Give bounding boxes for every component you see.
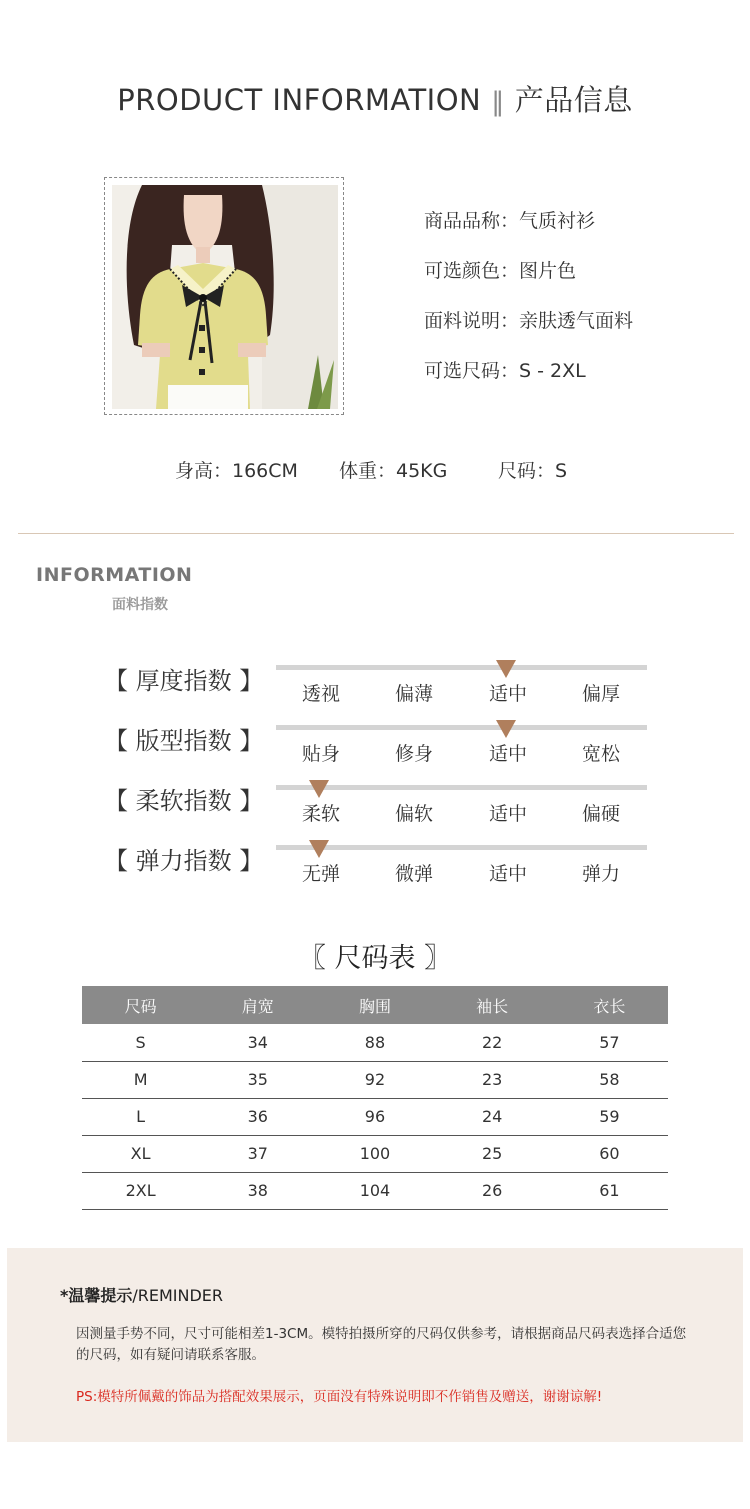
size-chart-header: 肩宽 — [199, 986, 316, 1024]
table-cell: 24 — [434, 1098, 551, 1135]
table-cell: 36 — [199, 1098, 316, 1135]
index-softness — [0, 781, 750, 841]
index-option: 适中 — [488, 863, 528, 885]
index-label: 【 弹力指数 】 — [104, 847, 264, 875]
model-height: 身高：166CM — [175, 460, 298, 482]
size-chart-header-row — [82, 986, 668, 1024]
table-cell: 26 — [434, 1172, 551, 1209]
table-cell: 57 — [551, 1024, 668, 1061]
index-label: 【 柔软指数 】 — [104, 787, 264, 815]
index-bar — [276, 845, 647, 850]
table-cell: 22 — [434, 1024, 551, 1061]
reminder-title — [60, 1283, 223, 1306]
title-en: PRODUCT INFORMATION — [117, 83, 482, 117]
table-row — [82, 1024, 668, 1061]
model-illustration — [112, 185, 338, 409]
information-subtitle: 面料指数 — [112, 597, 168, 613]
title-cn: 产品信息 — [514, 83, 633, 117]
size-chart-header: 衣长 — [551, 986, 668, 1024]
reminder-box — [7, 1248, 743, 1442]
model-weight: 体重：45KG — [339, 460, 448, 482]
table-cell: 38 — [199, 1172, 316, 1209]
information-title: INFORMATION — [36, 564, 193, 586]
size-chart-table — [82, 986, 668, 1210]
table-cell: L — [82, 1098, 199, 1135]
size-chart-title: 〖 尺码表 〗 — [298, 943, 452, 974]
size-chart-header: 尺码 — [82, 986, 199, 1024]
index-fit — [0, 721, 750, 781]
table-cell: 60 — [551, 1135, 668, 1172]
index-bar — [276, 725, 647, 730]
product-photo — [112, 185, 338, 409]
table-cell: M — [82, 1061, 199, 1098]
index-elasticity — [0, 841, 750, 901]
reminder-title-cn: *温馨提示 — [60, 1286, 133, 1305]
table-cell: 23 — [434, 1061, 551, 1098]
table-cell: XL — [82, 1135, 199, 1172]
table-cell: 61 — [551, 1172, 668, 1209]
index-option: 透视 — [301, 683, 341, 705]
table-cell: 92 — [316, 1061, 433, 1098]
size-chart-header: 袖长 — [434, 986, 551, 1024]
page-title — [0, 78, 750, 119]
table-cell: 37 — [199, 1135, 316, 1172]
index-option: 修身 — [394, 743, 434, 765]
product-color: 可选颜色：图片色 — [424, 260, 577, 282]
table-cell: S — [82, 1024, 199, 1061]
index-option: 贴身 — [301, 743, 341, 765]
table-cell: 96 — [316, 1098, 433, 1135]
index-option: 无弹 — [301, 863, 341, 885]
table-cell: 25 — [434, 1135, 551, 1172]
table-cell: 104 — [316, 1172, 433, 1209]
table-cell: 100 — [316, 1135, 433, 1172]
index-option: 偏厚 — [581, 683, 621, 705]
product-info-list — [424, 206, 633, 406]
table-row — [82, 1135, 668, 1172]
index-option: 适中 — [488, 803, 528, 825]
table-row — [82, 1172, 668, 1209]
product-photo-frame — [104, 177, 344, 415]
index-marker — [309, 780, 329, 798]
reminder-ps: PS:模特所佩戴的饰品为搭配效果展示，页面没有特殊说明即不作销售及赠送，谢谢谅解! — [76, 1389, 603, 1405]
reminder-title-en: /REMINDER — [132, 1286, 224, 1305]
section-divider — [18, 533, 734, 534]
product-name: 商品品称：气质衬衫 — [424, 210, 596, 232]
title-separator: ‖ — [491, 87, 505, 117]
index-option: 偏软 — [394, 803, 434, 825]
index-option: 柔软 — [301, 803, 341, 825]
table-cell: 59 — [551, 1098, 668, 1135]
reminder-text: 因测量手势不同，尺寸可能相差1-3CM。模特拍摄所穿的尺码仅供参考，请根据商品尺码表选择合适您的尺码，如有疑问请联系客服。 — [76, 1326, 687, 1363]
index-option: 适中 — [488, 743, 528, 765]
index-thickness — [0, 661, 750, 721]
index-label: 【 版型指数 】 — [104, 727, 264, 755]
index-option: 弹力 — [581, 863, 621, 885]
size-chart-header: 胸围 — [316, 986, 433, 1024]
table-row — [82, 1061, 668, 1098]
product-fabric: 面料说明：亲肤透气面料 — [424, 310, 634, 332]
table-cell: 34 — [199, 1024, 316, 1061]
index-option: 微弹 — [394, 863, 434, 885]
index-option: 宽松 — [581, 743, 621, 765]
table-cell: 35 — [199, 1061, 316, 1098]
index-option: 偏硬 — [581, 803, 621, 825]
model-size: 尺码：S — [498, 460, 568, 482]
index-label: 【 厚度指数 】 — [104, 667, 264, 695]
product-sizes: 可选尺码：S - 2XL — [424, 360, 586, 382]
index-option: 适中 — [488, 683, 528, 705]
table-row — [82, 1098, 668, 1135]
index-option: 偏薄 — [394, 683, 434, 705]
index-bar — [276, 785, 647, 790]
table-cell: 58 — [551, 1061, 668, 1098]
table-cell: 2XL — [82, 1172, 199, 1209]
index-marker — [309, 840, 329, 858]
table-cell: 88 — [316, 1024, 433, 1061]
index-marker — [496, 660, 516, 678]
index-bar — [276, 665, 647, 670]
index-marker — [496, 720, 516, 738]
